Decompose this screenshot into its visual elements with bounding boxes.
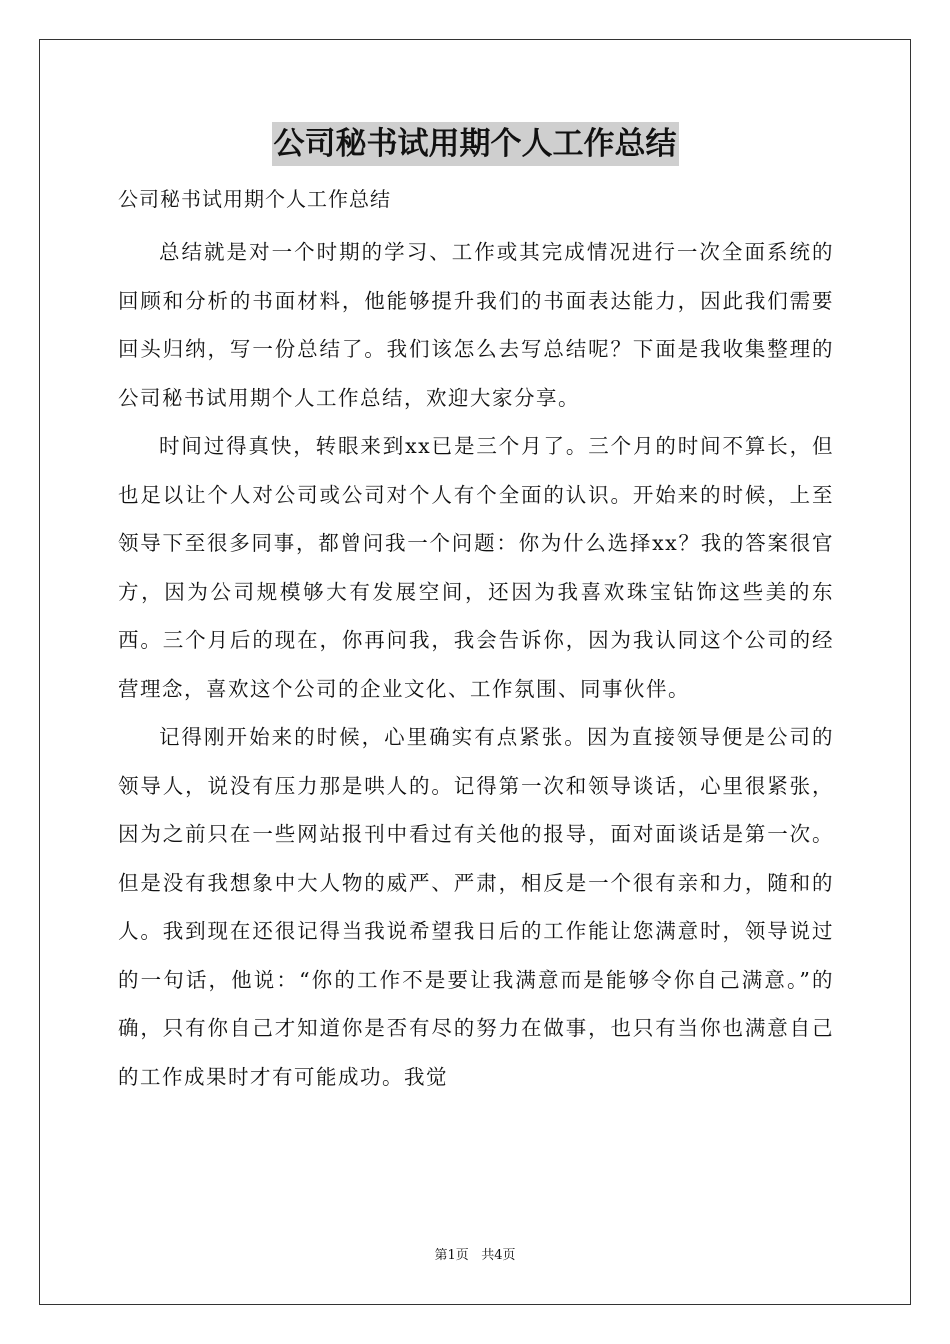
document-title: 公司秘书试用期个人工作总结 <box>272 122 679 166</box>
title-container <box>0 122 950 166</box>
paragraph-time: 时间过得真快，转眼来到xx已是三个月了。三个月的时间不算长，但也足以让个人对公司或公司对个人有个全面的认识。开始来的时候，上至领导下至很多同事，都曾问我一个问题：你为什么选择xx？我的答案很官方，因为公司规模够大有发展空间，还因为我喜欢珠宝钻饰这些美的东西。三个月后的现在，你再问我，我会告诉你，因为我认同这个公司的经营理念，喜欢这个公司的企业文化、工作氛围、同事伙伴。 <box>118 434 834 701</box>
paragraph-memory: 记得刚开始来的时候，心里确实有点紧张。因为直接领导便是公司的领导人，说没有压力那是哄人的。记得第一次和领导谈话，心里很紧张，因为之前只在一些网站报刊中看过有关他的报导，面对面谈话是第一次。但是没有我想象中大人物的威严、严肃，相反是一个很有亲和力，随和的人。我到现在还很记得当我说希望我日后的工作能让您满意时，领导说过的一句话，他说：“你的工作不是要让我满意而是能够令你自己满意。”的确，只有你自己才知道你是否有尽的努力在做事，也只有当你也满意自己的工作成果时才有可能成功。我觉 <box>118 725 834 1089</box>
paragraph-intro: 总结就是对一个时期的学习、工作或其完成情况进行一次全面系统的回顾和分析的书面材料，他能够提升我们的书面表达能力，因此我们需要回头归纳，写一份总结了。我们该怎么去写总结呢？下面是我收集整理的公司秘书试用期个人工作总结，欢迎大家分享。 <box>118 240 834 410</box>
document-body <box>118 228 834 1101</box>
document-subtitle: 公司秘书试用期个人工作总结 <box>118 187 391 211</box>
page-footer <box>0 1246 950 1266</box>
page-number: 第1页 <box>434 1248 469 1263</box>
page-total: 共4页 <box>481 1248 516 1263</box>
